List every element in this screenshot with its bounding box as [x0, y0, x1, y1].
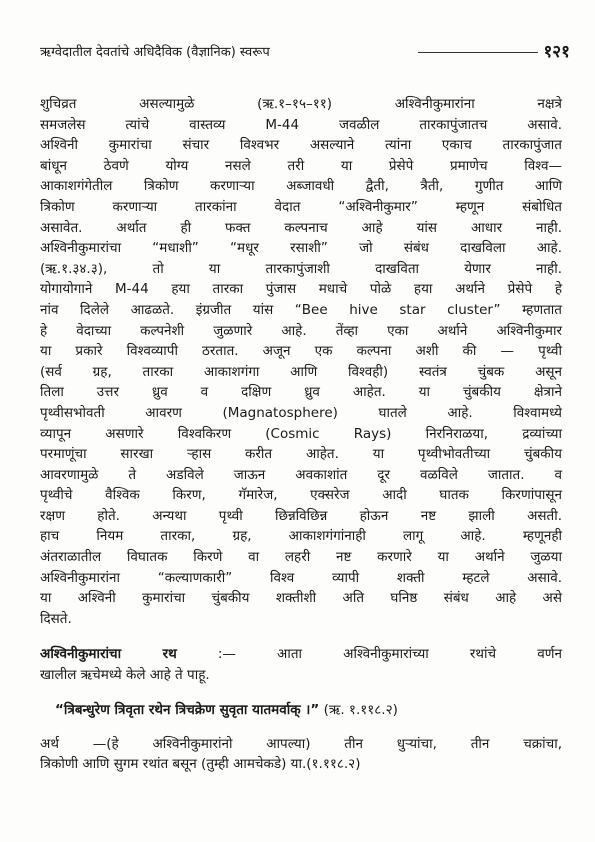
paragraph-line: या प्रकारे विश्वव्यापी ठरतात. अजून एक कल्पना अशी की — पृथ्वी — [40, 343, 562, 360]
paragraph-line: समजलेस त्यांचे वास्तव्य M-44 जवळील तारकापुंजातच असावे. — [40, 116, 562, 133]
section-second-line: खालील ऋचेमध्ये केले आहे ते पाहू. — [40, 667, 210, 684]
meaning-line: अर्थ —(हे अश्विनीकुमारांनो आपल्या) तीन धुऱ्यांचा, तीन चक्रांचा, — [40, 735, 562, 752]
paragraph-line: व्यापून असणारे विश्वकिरण (Cosmic Rays) निरनिराळया, द्रव्यांच्या — [40, 425, 562, 442]
paragraph-line: पृथ्वीसभोवती आवरण (Magnatosphere) घातले आहे. विश्वामध्ये — [40, 404, 562, 421]
paragraph-line: शुचिव्रत असल्यामुळे (ऋ.१–१५–११) अश्विनीकुमारांना नक्षत्रे — [40, 96, 562, 112]
section-intro: :— आता अश्विनीकुमारांच्या रथांचे वर्णन — [176, 646, 563, 663]
paragraph-line: आकाशगंगेतील त्रिकोण करणाऱ्या अब्जावधी द्वैती, त्रैती, गुणीत आणि — [40, 178, 562, 195]
chariot-section — [40, 644, 562, 685]
paragraph-line: योगायोगाने M-44 हया तारका पुंजास मधाचे पोळे हया अर्थाने प्रेसेपे हे — [40, 281, 562, 298]
paragraph-line: त्रिकोण करणाऱ्या तारकांना वेदात “अश्विनीकुमार” म्हणून संबोधित — [40, 198, 562, 215]
verse-text: “त्रिबन्धुरेण त्रिवृता रथेन त्रिचक्रेण सुवृता यातमर्वाक् ।” — [55, 701, 320, 718]
paragraph-line: अश्विनी कुमारांचा संचार विश्वभर असल्याने त्यांना एकाच तारकापुंजात — [40, 137, 562, 154]
header-rule — [418, 52, 538, 53]
paragraph-line: पृथ्वीचे वैश्विक किरण, गॅमारेज, एक्सरेज आदी घातक किरणांपासून — [40, 487, 562, 504]
body-text — [40, 94, 562, 775]
paragraph-line: आवरणामुळे ते अडविले जाऊन अवकाशांत दूर वळविले जातात. व — [40, 466, 562, 483]
verse-quote — [40, 700, 562, 720]
meaning-paragraph — [40, 734, 562, 775]
paragraph-line: नांव दिलेले आढळते. इंग्रजीत यांस “Bee hive star cluster” म्हणतात — [40, 301, 562, 318]
verse-reference: (ऋ. १.११८.२) — [319, 701, 398, 718]
paragraph-line: दिसते. — [40, 610, 72, 627]
page-number: १२१ — [543, 42, 570, 62]
paragraph-line: परमाणूंचा सारखा ऱ्हास करीत आहेत. या पृथ्वीभोवतीच्या चुंबकीय — [40, 446, 562, 463]
paragraph-line: (ऋ.१.३४.३), तो या तारकापुंजाशी दाखविता येणार नाही. — [40, 260, 562, 277]
paragraph-line: या अश्विनी कुमारांचा चुंबकीय शक्तीशी अति घनिष्ठ संबंध आहे असे — [40, 590, 562, 607]
paragraph-line: बांधून ठेवणे योग्य नसले तरी या प्रेसेपे प्रमाणेच विश्व— — [40, 157, 562, 174]
page-header — [40, 40, 570, 64]
section-heading: अश्विनीकुमारांचा रथ — [40, 646, 177, 663]
paragraph-line: अश्विनीकुमारांचा “मधाशी” “मधूर रसाशी” जो संबंध दाखविला आहे. — [40, 240, 562, 257]
main-paragraph — [40, 94, 562, 629]
paragraph-line: रक्षण होते. अन्यथा पृथ्वी छिन्नविछिन्न होऊन नष्ट झाली असती. — [40, 507, 562, 524]
paragraph-line: अंतराळातील विघातक किरणे वा लहरी नष्ट करणारे या अर्थाने जुळया — [40, 549, 562, 566]
paragraph-line: तिला उत्तर ध्रुव व दक्षिण ध्रुव आहेत. या चुंबकीय क्षेत्राने — [40, 384, 562, 401]
paragraph-line: असावेत. अर्थात ही फक्त कल्पनाच आहे यांस आधार नाही. — [40, 219, 562, 236]
paragraph-line: (सर्व ग्रह, तारका आकाशगंगा आणि विश्वही) स्वतंत्र चुंबक असून — [40, 363, 562, 380]
meaning-line: त्रिकोणी आणि सुगम रथांत बसून (तुम्ही आमचेकडे) या.(१.११८.२) — [40, 756, 361, 773]
section-first-line — [40, 644, 562, 665]
paragraph-line: अश्विनीकुमारांना “कल्याणकारी” विश्व व्यापी शक्ती म्हटले असावे. — [40, 569, 562, 586]
running-title: ऋग्वेदातील देवतांचे अधिदैविक (वैज्ञानिक) स्वरूप — [40, 45, 270, 60]
paragraph-line: हे वेदाच्या कल्पनेशी जुळणारे आहे. तेंव्हा एका अर्थाने अश्विनीकुमार — [40, 322, 562, 339]
paragraph-line: हाच नियम तारका, ग्रह, आकाशगंगांनाही लागू आहे. म्हणूनही — [40, 528, 562, 545]
